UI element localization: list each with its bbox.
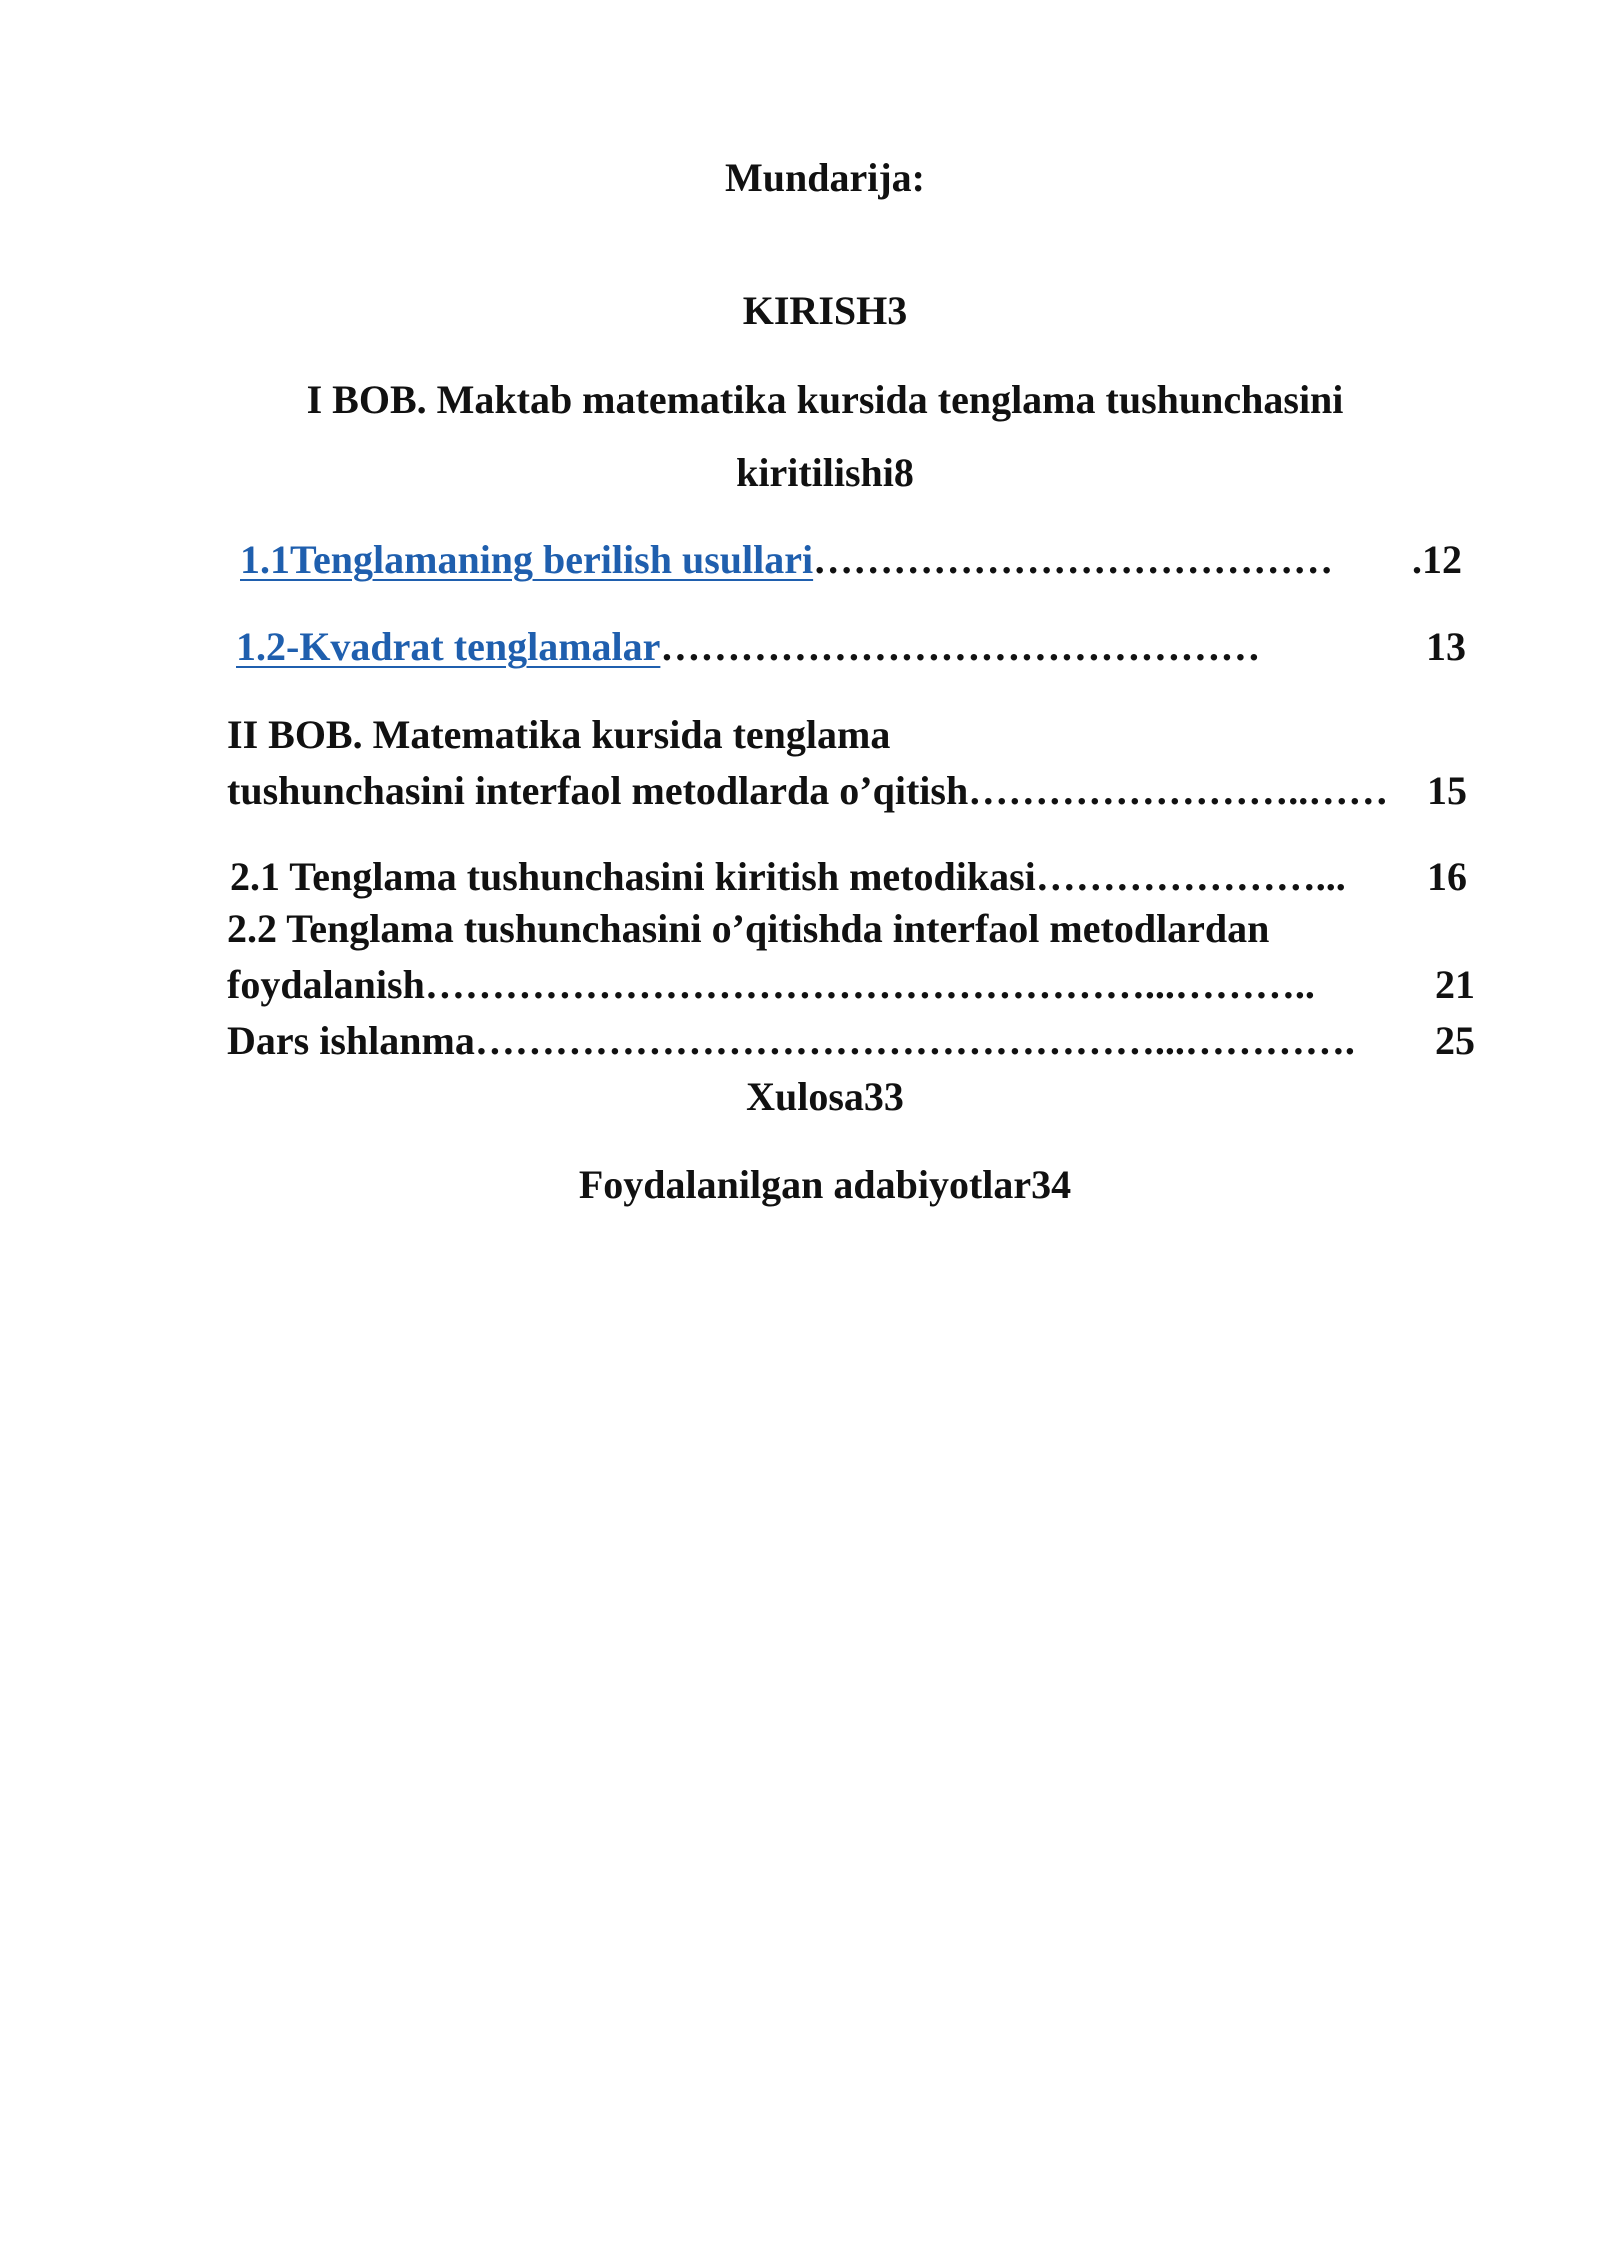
toc-entry-bob2-line1: II BOB. Matematika kursida tenglama bbox=[227, 712, 891, 757]
toc-entry-2-2-line1: 2.2 Tenglama tushunchasini o’qitishda interfaol metodlardan bbox=[227, 906, 1270, 951]
toc-leader-dots: ……………………………………… bbox=[660, 624, 1261, 669]
toc-entry-bob2-line2 bbox=[227, 767, 1467, 815]
toc-page-number: 16 bbox=[1427, 854, 1467, 899]
toc-page-number: .12 bbox=[1412, 537, 1462, 582]
toc-page-number: 25 bbox=[1435, 1018, 1475, 1063]
page-title: Mundarija: bbox=[725, 155, 925, 200]
toc-entry-2-1 bbox=[230, 853, 1467, 901]
toc-entry-kirish: KIRISH3 bbox=[742, 288, 908, 333]
toc-entry-bob1-line1: I BOB. Maktab matematika kursida tenglama tushunchasini bbox=[306, 377, 1344, 422]
toc-link-1-2[interactable]: 1.2-Kvadrat tenglamalar bbox=[236, 624, 661, 669]
toc-leader-dots: …………………... bbox=[1035, 854, 1346, 899]
toc-entry-1-1[interactable] bbox=[240, 536, 1462, 584]
toc-entry-label: Dars ishlanma bbox=[227, 1018, 475, 1063]
toc-leader-dots: ……………………..…… bbox=[968, 768, 1389, 813]
toc-entry-dars bbox=[227, 1017, 1475, 1065]
toc-link-1-1[interactable]: 1.1Tenglamaning berilish usullari bbox=[240, 537, 814, 582]
toc-leader-dots: ……………………………………………...…………. bbox=[474, 1018, 1355, 1063]
toc-entry-xulosa: Xulosa33 bbox=[746, 1074, 904, 1119]
toc-entry-label: foydalanish bbox=[227, 962, 425, 1007]
toc-entry-2-2-line2 bbox=[227, 961, 1475, 1009]
toc-page-number: 21 bbox=[1435, 962, 1475, 1007]
toc-leader-dots: ………………………………… bbox=[813, 537, 1334, 582]
toc-page-number: 13 bbox=[1426, 624, 1466, 669]
toc-page-number: 15 bbox=[1427, 768, 1467, 813]
toc-entry-1-2[interactable] bbox=[236, 623, 1466, 671]
toc-leader-dots: ………………………………………………...……….. bbox=[424, 962, 1315, 1007]
toc-entry-label: tushunchasini interfaol metodlarda o’qitish bbox=[227, 768, 969, 813]
toc-entry-adabiyotlar: Foydalanilgan adabiyotlar34 bbox=[578, 1162, 1072, 1207]
toc-entry-bob1-line2: kiritilishi8 bbox=[736, 450, 914, 495]
toc-entry-label: 2.1 Tenglama tushunchasini kiritish metodikasi bbox=[230, 854, 1036, 899]
